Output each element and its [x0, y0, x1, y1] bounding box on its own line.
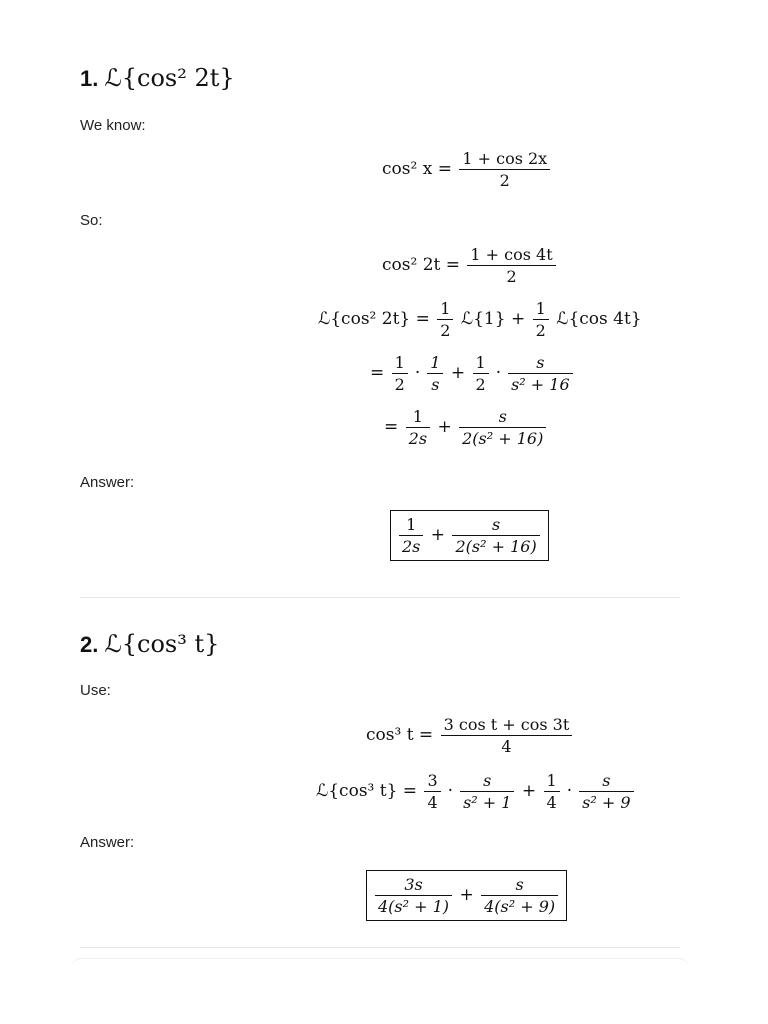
next-card-edge [70, 958, 690, 971]
step-1-equation [370, 352, 575, 395]
identity-equation-1 [382, 148, 552, 191]
fraction-numerator: s [579, 770, 633, 792]
fraction-a [392, 352, 408, 395]
identity-lhs: cos² x = [382, 159, 452, 179]
multiply-dot: · [447, 781, 454, 801]
substitution-lhs: cos² 2t = [382, 255, 460, 275]
fraction-numerator: s [459, 406, 546, 428]
laplace-term-2: ℒ{cos 4t} [556, 309, 642, 329]
section-1-heading [80, 64, 235, 92]
equals-sign: = [370, 363, 385, 383]
fraction-b [459, 406, 546, 449]
fraction-b [481, 874, 558, 917]
fraction-denominator: s² + 1 [463, 793, 512, 812]
plus-sign: + [430, 525, 446, 545]
identity-numerator: 1 + cos 2x [459, 148, 550, 170]
section-1-heading-math: ℒ{cos² 2t} [104, 64, 235, 92]
answer-box-2 [366, 870, 567, 921]
multiply-dot: · [566, 781, 573, 801]
fraction-d [579, 770, 633, 813]
fraction-a [424, 770, 440, 813]
fraction-numerator: 1 [437, 298, 453, 320]
fraction-denominator: 4(s² + 1) [378, 897, 450, 916]
fraction-c [473, 352, 489, 395]
answer-box-1 [390, 510, 549, 561]
section-2-heading [80, 630, 219, 658]
section-2-number: 2. [80, 632, 99, 657]
fraction-numerator: s [508, 352, 573, 374]
laplace-cos3-equation [316, 770, 636, 813]
fraction-numerator: 1 [427, 352, 443, 374]
fraction-denominator: s² + 16 [511, 375, 570, 394]
plus-sign: + [437, 417, 452, 437]
section-divider [80, 597, 680, 598]
fraction-numerator: 1 [392, 352, 408, 374]
answer-label-1: Answer: [80, 474, 135, 491]
fraction-numerator: s [452, 514, 539, 536]
fraction-numerator: 1 [399, 514, 423, 536]
plus-sign: + [450, 363, 466, 383]
identity-denominator: 2 [499, 171, 510, 190]
substitution-fraction [467, 244, 555, 287]
fraction-numerator: 1 [473, 352, 489, 374]
fraction-denominator: 2 [394, 375, 405, 394]
fraction-denominator: 2(s² + 16) [455, 537, 537, 556]
fraction-numerator: 3s [375, 874, 452, 896]
fraction-denominator: 2 [440, 321, 451, 340]
fraction-denominator: s [431, 375, 440, 394]
fraction-b [427, 352, 443, 395]
fraction-numerator: 1 [544, 770, 560, 792]
multiply-dot: · [414, 363, 421, 383]
identity-lhs: cos³ t = [366, 725, 434, 745]
laplace-lhs: ℒ{cos² 2t} = [318, 309, 430, 329]
identity-numerator: 3 cos t + cos 3t [441, 714, 573, 736]
fraction-a [406, 406, 430, 449]
fraction-numerator: s [481, 874, 558, 896]
fraction-b [460, 770, 514, 813]
laplace-term-1: ℒ{1} + [460, 309, 526, 329]
we-know-label: We know: [80, 117, 146, 134]
identity-denominator: 4 [501, 737, 512, 756]
use-label: Use: [80, 682, 111, 699]
fraction-denominator: 2s [402, 537, 421, 556]
fraction-denominator: 2(s² + 16) [462, 429, 544, 448]
fraction-denominator: 4 [546, 793, 557, 812]
laplace-lhs: ℒ{cos³ t} = [316, 781, 418, 801]
fraction-numerator: s [460, 770, 514, 792]
plus-sign: + [521, 781, 537, 801]
multiply-dot: · [495, 363, 502, 383]
answer-label-2: Answer: [80, 834, 135, 851]
equals-sign: = [384, 417, 399, 437]
fraction-denominator: 4 [427, 793, 438, 812]
fraction-denominator: s² + 9 [582, 793, 631, 812]
identity-fraction [459, 148, 550, 191]
step-2-equation [384, 406, 548, 449]
section-2-heading-math: ℒ{cos³ t} [104, 630, 220, 658]
identity-fraction [441, 714, 573, 757]
boxed-answer [366, 870, 567, 921]
fraction-c [544, 770, 560, 813]
substitution-denominator: 2 [506, 267, 517, 286]
fraction-numerator: 3 [424, 770, 440, 792]
half-fraction-2 [533, 298, 549, 341]
half-fraction-1 [437, 298, 453, 341]
fraction-denominator: 2 [535, 321, 546, 340]
fraction-numerator: 1 [406, 406, 430, 428]
boxed-answer [390, 510, 549, 561]
fraction-b [452, 514, 539, 557]
substitution-numerator: 1 + cos 4t [467, 244, 555, 266]
laplace-expansion-equation [318, 298, 642, 341]
fraction-denominator: 2s [408, 429, 428, 448]
section-1-number: 1. [80, 66, 99, 91]
so-label: So: [80, 212, 103, 229]
fraction-a [399, 514, 423, 557]
plus-sign: + [459, 885, 474, 905]
fraction-denominator: 4(s² + 9) [484, 897, 556, 916]
fraction-numerator: 1 [533, 298, 549, 320]
fraction-a [375, 874, 452, 917]
fraction-d [508, 352, 573, 395]
identity-equation-2 [366, 714, 574, 757]
fraction-denominator: 2 [475, 375, 486, 394]
section-divider-2 [80, 947, 680, 948]
substitution-equation [382, 244, 558, 287]
